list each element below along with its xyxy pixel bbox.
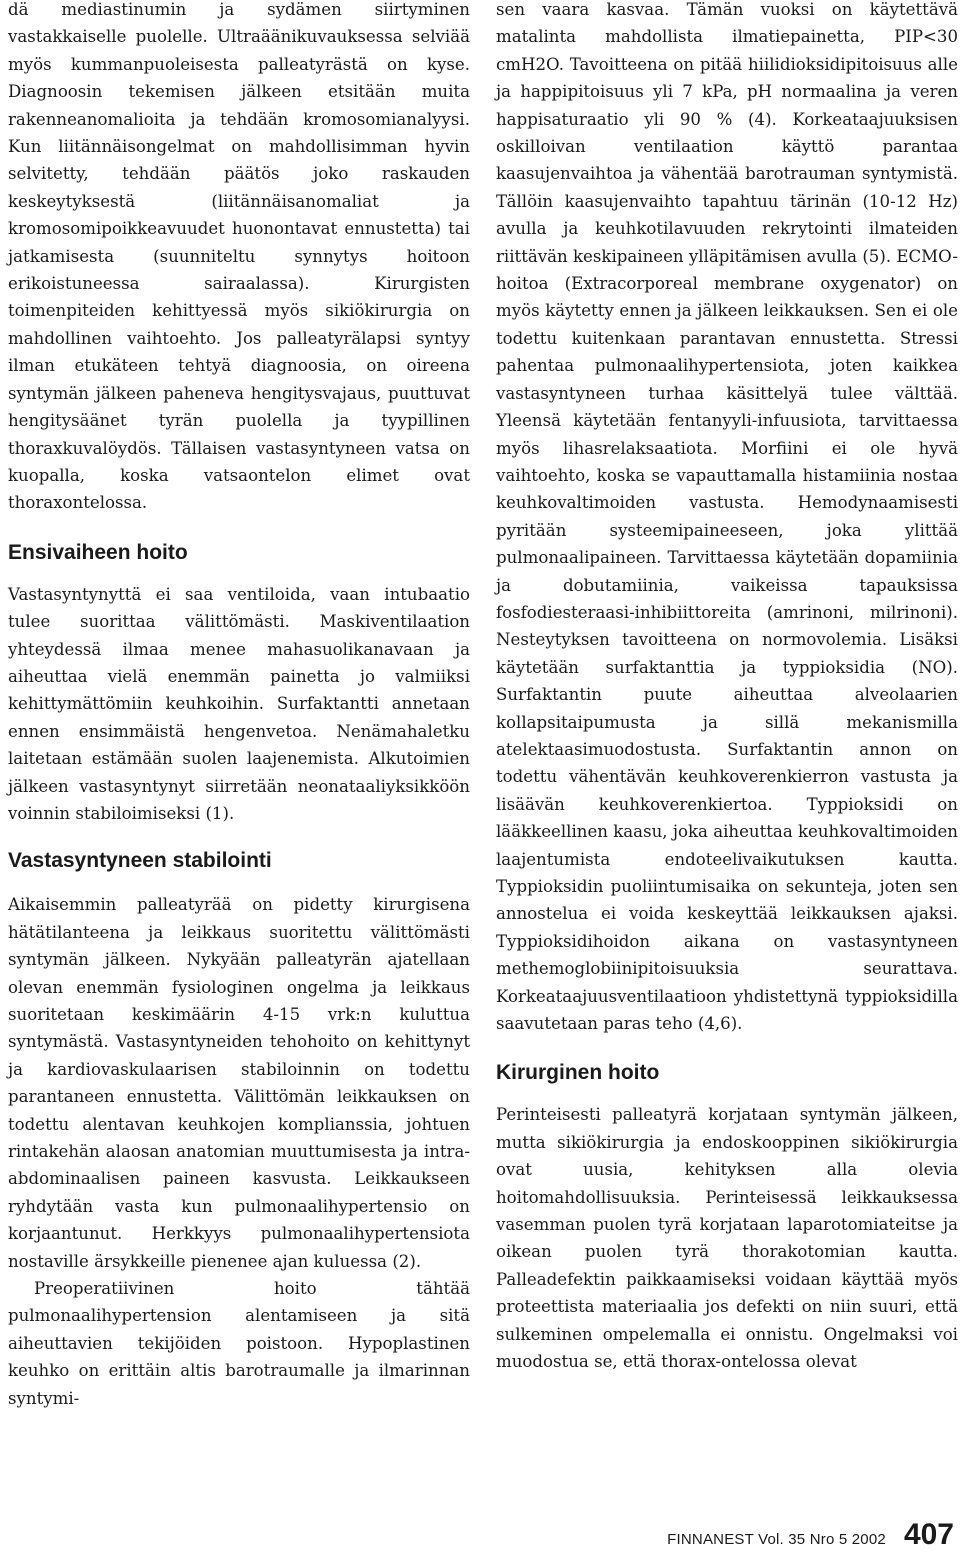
page-number: 407 — [903, 1518, 954, 1551]
paragraph-ensivaiheen-hoito: Vastasyntynyttä ei saa ventiloida, vaan intubaatio tulee suorittaa välittömästi. Maskiventilaation yhteydessä ilmaa menee mahasuolikanavaan ja aiheuttaa vielä enemmän painetta jo valmiiksi kehittymättömiin keuhkoihin. Surfaktantti annetaan ennen ensimmäistä hengenvetoa. Nenämahaletku laitetaan estämään suolen laajenemista. Alkutoimien jälkeen vastasyntynyt siirretään neonataaliyksikköön voinnin stabiloimiseksi (1). — [8, 584, 470, 823]
heading-vastasyntyneen-stabilointi: Vastasyntyneen stabilointi — [8, 849, 272, 873]
heading-kirurginen-hoito: Kirurginen hoito — [496, 1061, 660, 1085]
left-column — [8, 0, 470, 1412]
paragraph-kirurginen-hoito: Perinteisesti palleatyrä korjataan syntymän jälkeen, mutta sikiökirurgia ja endoskooppinen sikiökirurgia ovat uusia, kehityksen alla olevia hoitomahdollisuuksia. Perinteisessä leikkauksessa vasemman puolen tyrä korjataan laparotomiateitse ja oikean puolen tyrä thorakotomian kautta. Palleadefektin paikkaamiseksi voidaan käyttää myös proteettista materiaalia jos defekti on niin suuri, että sulkeminen ompelemalla ei onnistu. Ongelmaksi voi muodostua se, että thorax-ontelossa olevat — [496, 1105, 958, 1372]
heading-ensivaiheen-hoito: Ensivaiheen hoito — [8, 540, 188, 564]
paragraph-stabilointi: Aikaisemmin palleatyrää on pidetty kirurgisena hätätilanteena ja leikkaus suoritettu välittömästi syntymän jälkeen. Nykyään palleatyrän ajatellaan olevan enemmän fysiologinen ongelma ja leikkaus suoritetaan keskimäärin 4-15 vrk:n kuluttua syntymästä. Vastasyntyneiden tehohoito on kehittynyt ja kardiovaskulaarisen stabiloinnin on todettu parantaneen ennustetta. Välittömän leikkauksen on todettu alentavan keuhkojen komplianssia, johtuen rintakehän alaosan anatomian muuttumisesta ja intra-abdominaalisen paineen kasvusta. Leikkaukseen ryhdytään vasta kun pulmonaalihypertensio on korjaantunut. Herkkyys pulmonaalihypertensiota nostaville ärsykkeille pienenee ajan kuluessa (2). — [8, 895, 470, 1271]
right-column — [496, 0, 958, 1376]
paragraph-intro-continued: dä mediastinumin ja sydämen siirtyminen vastakkaiselle puolelle. Ultraäänikuvauksessa selviää myös kummanpuoleisesta palleatyrästä on kyse. Diagnoosin tekemisen jälkeen etsitään muita rakenneanomalioita ja tehdään kromosomianalyysi. Kun liitännäisongelmat on mahdollisimman hyvin selvitetty, tehdään päätös joko raskauden keskeytyksestä (liitännäisanomaliat ja kromosomipoikkeavuudet huonontavat ennustetta) tai jatkamisesta (suunniteltu synnytys hoitoon erikoistuneessa sairaalassa). Kirurgisten toimenpiteiden kehittyessä myös sikiökirurgia on mahdollinen vaihtoehto. Jos palleatyrälapsi syntyy ilman etukäteen tehtyä diagnoosia, on oireena syntymän jälkeen paheneva hengitysvajaus, puuttuvat hengitysäänet tyrän puolella ja tyypillinen thoraxkuvalöydös. Tällaisen vastasyntyneen vatsa on kuopalla, koska vatsaontelon elimet ovat thoraxontelossa. — [8, 0, 470, 513]
journal-citation: FINNANEST Vol. 35 Nro 5 2002 — [667, 1531, 886, 1548]
paragraph-preoperatiivinen: Preoperatiivinen hoito tähtää pulmonaalihypertension alentamiseen ja sitä aiheuttavien tekijöiden poistoon. Hypoplastinen keuhko on erittäin altis barotraumalle ja ilmarinnan syntymi- — [8, 1279, 470, 1408]
paragraph-ventilaatio: sen vaara kasvaa. Tämän vuoksi on käytettävä matalinta mahdollista ilmatiepainetta, PIP<30 cmH2O. Tavoitteena on pitää hiilidioksidipitoisuus alle ja happipitoisuus yli 7 kPa, pH normaalina ja veren happisaturaatio yli 90 % (4). Korkeataajuuksisen oskilloivan ventilaation käyttö parantaa kaasujenvaihtoa ja vähentää barotrauman syntymistä. Tällöin kaasujenvaihto tapahtuu tärinän (10-12 Hz) avulla ja keuhkotilavuuden rekrytointi ilmateiden riittävän keskipaineen ylläpitämisen avulla (5). ECMO-hoitoa (Extracorporeal membrane oxygenator) on myös käytetty ennen ja jälkeen leikkauksen. Sen ei ole todettu kuitenkaan parantavan ennustetta. Stressi pahentaa pulmonaalihypertensiota, joten kaikkea vastasyntyneen turhaa käsittelyä tulee välttää. Yleensä käytetään fentanyyli-infuusiota, tarvittaessa myös lihasrelaksaatiota. Morfiini ei ole hyvä vaihtoehto, koska se vapauttamalla histamiinia nostaa keuhkovaltimoiden vastusta. Hemodynaamisesti pyritään systeemipaineeseen, joka ylittää pulmonaalipaineen. Tarvittaessa käytetään dopamiinia ja dobutamiinia, vaikeissa tapauksissa fosfodiesteraasi-inhibiittoreita (amrinoni, milrinoni). Nesteytyksen tavoitteena on normovolemia. Lisäksi käytetään surfaktanttia ja typpioksidia (NO). Surfaktantin puute aiheuttaa alveolaarien kollapsitaipumusta ja sillä mekanismilla atelektaasimuodostusta. Surfaktantin annon on todettu vähentävän keuhkoverenkierron vastusta ja lisäävän keuhkoverenkiertoa. Typpioksidi on lääkkeellinen kaasu, joka aiheuttaa keuhkovaltimoiden laajentumista endoteelivaikutuksen kautta. Typpioksidin puoliintumisaika on sekunteja, joten sen annostelua ei voida keskeyttää leikkauksen ajaksi. Typpioksidihoidon aikana on vastasyntyneen methemoglobiinipitoisuuksia seurattava. Korkeataajuusventilaatioon yhdistettynä typpioksidilla saavutetaan paras teho (4,6). — [496, 0, 958, 1034]
page-footer — [667, 1518, 954, 1552]
